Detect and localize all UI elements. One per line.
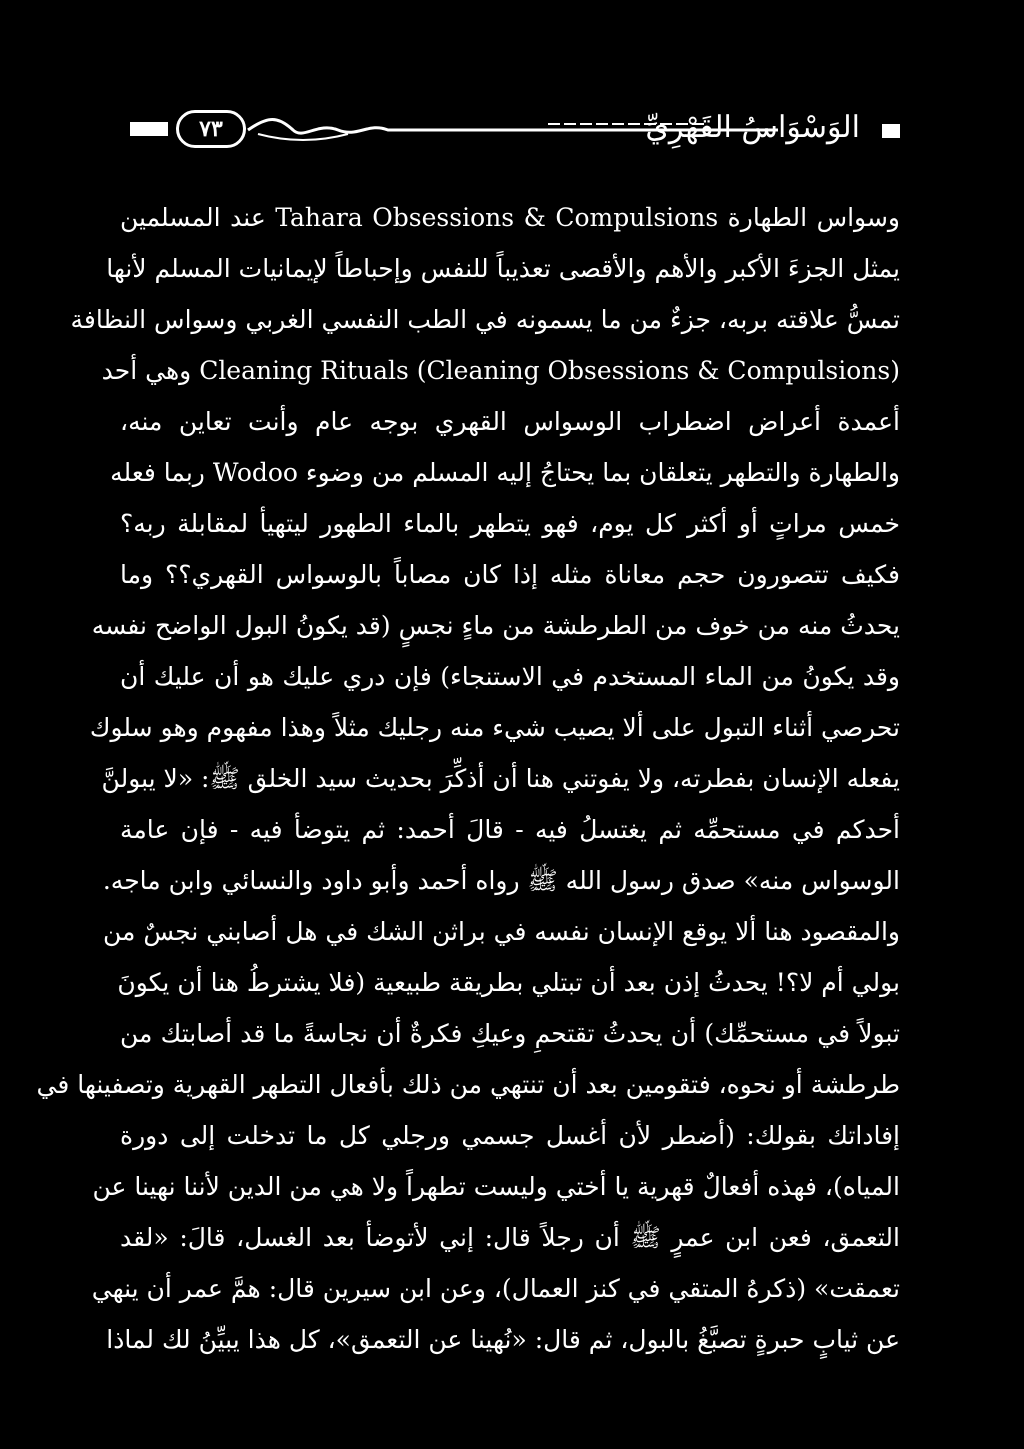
text-line: وسواس الطهارة Tahara Obsessions & Compulsions عند المسلمين [120, 203, 900, 232]
text-line: تعمقت» (ذكرهُ المتقي في كنز العمال)، وعن ابن سيرين قال: همَّ عمر أن ينهي [91, 1274, 900, 1303]
text-line: الوسواس منه» صدق رسول الله ﷺ رواه أحمد وأبو داود والنسائي وابن ماجه. [102, 866, 900, 895]
text-line: بولي أم لا؟! يحدثُ إذن بعد أن تبتلي بطريقة طبيعية (فلا يشترطُ هنا أن يكونَ [117, 968, 900, 997]
body-text [36, 192, 900, 1365]
text-line: إفاداتك بقولك: (أضطر لأن أغسل جسمي ورجلي كل ما تدخلت إلى دورة [120, 1121, 900, 1150]
page-header [130, 108, 900, 152]
text-line: (Cleaning Rituals (Cleaning Obsessions & Compulsions وهي أحد [101, 356, 900, 385]
text-line: يحدثُ منه من خوف من الطرطشة من ماءٍ نجسٍ (قد يكونُ البول الواضح نفسه [91, 611, 900, 640]
text-line: المياه)، فهذه أفعالٌ قهرية يا أختي وليست تطهراً ولا هي من الدين لأننا نهينا عن [92, 1172, 900, 1201]
header-left-bar [130, 122, 168, 136]
text-line: أعمدة أعراض اضطراب الوسواس القهري بوجه عام وأنت تعاين منه، [120, 407, 900, 436]
text-line: تحرصي أثناء التبول على ألا يصيب شيء منه رجليك مثلاً وهذا مفهوم وهو سلوك [89, 713, 900, 742]
page-number-badge [176, 110, 246, 148]
text-line: التعمق، فعن ابن عمرٍ ﷺ أن رجلاً قال: إني لأتوضأ بعد الغسل، قالَ: «لقد [120, 1223, 900, 1252]
text-line: والطهارة والتطهر يتعلقان بما يحتاجُ إليه المسلم من وضوء Wodoo ربما فعله [110, 458, 900, 487]
text-line: تبولاً في مستحمِّك) أن يحدثُ تقتحمِ وعيكِ فكرةٌ أن نجاسةً ما قد أصابتك من [120, 1019, 900, 1048]
text-line: أحدكم في مستحمِّه ثم يغتسلُ فيه - قالَ أحمد: ثم يتوضأ فيه - فإن عامة [120, 815, 900, 844]
chapter-title: الوَسْوَاسُ القَهْرِيِّ [645, 110, 860, 145]
text-line: وقد يكونُ من الماء المستخدم في الاستنجاء) فإن دري عليك هو أن عليك أن [120, 662, 900, 691]
text-line: طرطشة أو نحوه، فتقومين بعد أن تنتهي من ذلك بأفعال التطهر القهرية وتصفينها في [36, 1070, 900, 1099]
text-line: خمس مراتٍ أو أكثر كل يوم، فهو يتطهر بالماء الطهور ليتهيأ لمقابلة ربه؟ [120, 509, 900, 538]
text-line: يفعله الإنسان بفطرته، ولا يفوتني هنا أن أذكِّرَ بحديث سيد الخلق ﷺ: «لا يبولنَّ [101, 764, 900, 793]
header-right-bar [882, 124, 900, 138]
text-line: فكيف تتصورون حجم معاناة مثله إذا كان مصاباً بالوسواس القهري؟؟ وما [120, 560, 900, 589]
text-line: والمقصود هنا ألا يوقع الإنسان نفسه في براثن الشك في هل أصابني نجسٌ من [102, 917, 900, 946]
text-line: يمثل الجزءَ الأكبر والأهم والأقصى تعذيباً للنفس وإحباطاً لإيمانيات المسلم لأنها [106, 254, 900, 283]
text-line: تمسُّ علاقته بربه، جزءٌ من ما يسمونه في الطب النفسي الغربي وسواس النظافة [70, 305, 900, 334]
text-line: عن ثيابٍ حبرةٍ تصبَّغُ بالبول، ثم قال: «نُهينا عن التعمق»، كل هذا يبيِّنُ لك لماذا [106, 1325, 900, 1354]
page-number: ٧٣ [199, 116, 223, 142]
